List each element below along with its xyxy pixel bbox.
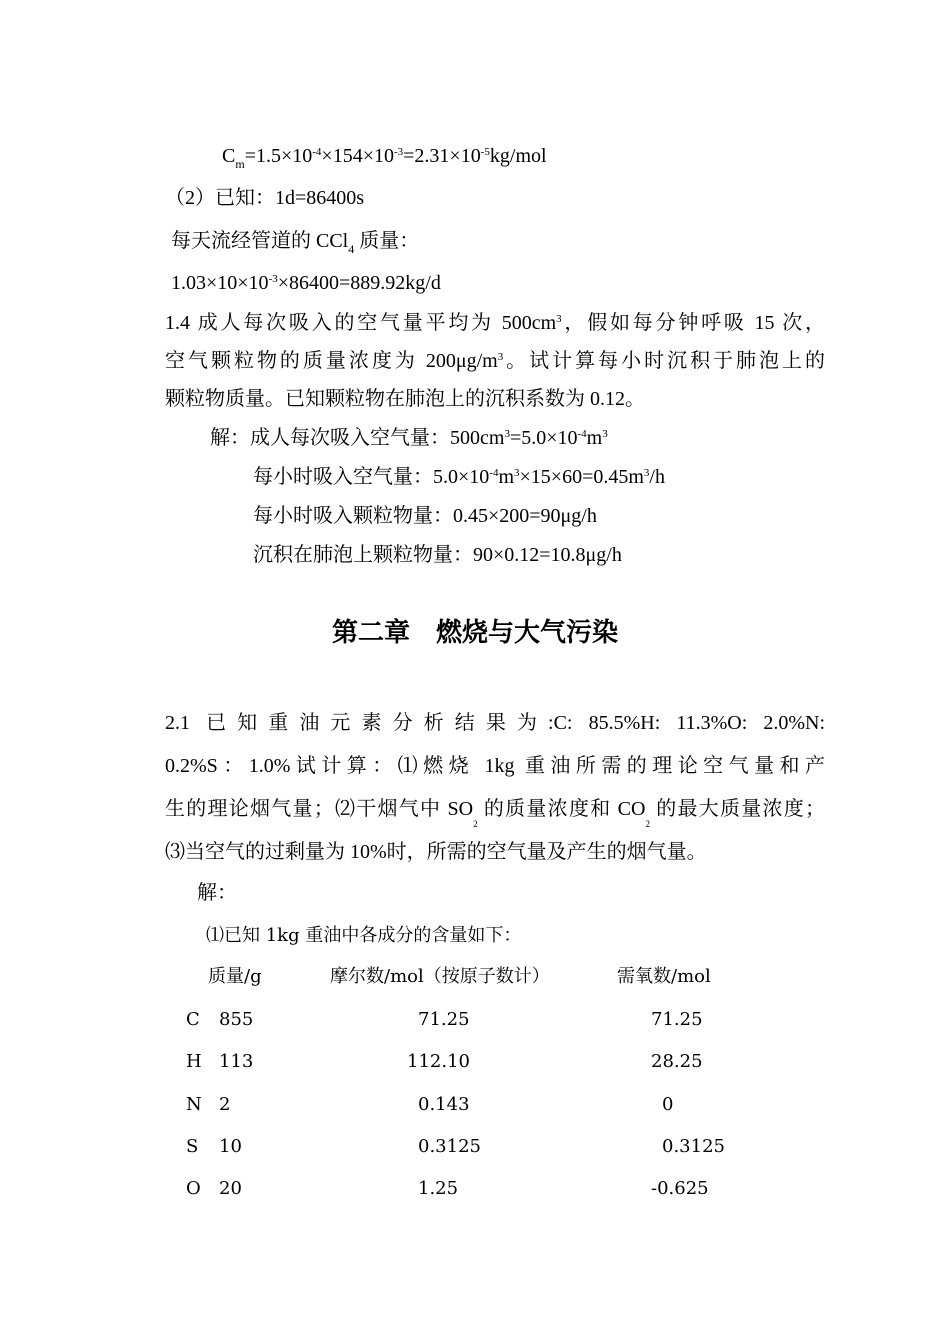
problem-1-4-line-1 bbox=[165, 310, 825, 336]
chapter-name: 燃烧与大气污染 bbox=[436, 618, 619, 648]
s1-e1: 3 bbox=[504, 428, 510, 440]
p14-l2-exp: 3 bbox=[497, 351, 504, 363]
table-header-oxygen: 需氧数/mol bbox=[617, 966, 711, 987]
s1-e2: -4 bbox=[577, 428, 587, 440]
cm-calculation bbox=[222, 143, 547, 169]
cm-symbol: C bbox=[222, 145, 236, 167]
cm-part-b: ×154×10 bbox=[321, 145, 394, 167]
solution-1-4-step-2 bbox=[253, 464, 665, 490]
ccl4-calc-a: 1.03×10×10 bbox=[171, 272, 269, 294]
table-row-s-mass: 10 bbox=[219, 1136, 242, 1157]
cm-part-a: =1.5×10 bbox=[244, 145, 313, 167]
table-row-o-element: O bbox=[186, 1178, 201, 1199]
s2-e2: 3 bbox=[514, 467, 520, 479]
problem-2-1-line-4: ⑶当空气的过剩量为 10%时，所需的空气量及产生的烟气量。 bbox=[165, 841, 707, 863]
table-row-s-oxygen: 0.3125 bbox=[662, 1136, 725, 1157]
problem-1-4-line-2 bbox=[165, 348, 825, 374]
ccl4-calc-b: ×86400=889.92kg/d bbox=[277, 272, 441, 294]
table-row-o-mass: 20 bbox=[219, 1178, 242, 1199]
p21-l1-c: C: 85.5% bbox=[553, 712, 641, 734]
table-header-mass: 质量/g bbox=[208, 966, 262, 987]
problem-2-1-line-1 bbox=[165, 710, 825, 736]
s2-c: ×15×60=0.45m bbox=[519, 466, 644, 488]
table-row-c-oxygen: 71.25 bbox=[651, 1009, 703, 1030]
ccl4-calculation bbox=[171, 270, 441, 296]
s2-e1: -4 bbox=[489, 467, 499, 479]
p14-l2-b: 。试计算每小时沉积于肺泡上的 bbox=[503, 350, 826, 372]
table-row-n-oxygen: 0 bbox=[662, 1094, 674, 1115]
table-row-n-element: N bbox=[186, 1094, 202, 1115]
s1-c: m bbox=[586, 427, 603, 449]
so2-subscript: 2 bbox=[473, 819, 478, 829]
table-row-c-mass: 855 bbox=[219, 1009, 254, 1030]
table-row-c-element: C bbox=[186, 1009, 200, 1030]
solution-1-4-step-3: 每小时吸入颗粒物量：0.45×200=90μg/h bbox=[253, 505, 597, 527]
p21-l2-task: 试计算：⑴燃烧 1kg 重油所需的理论空气量和产 bbox=[290, 755, 825, 777]
table-row-c-moles: 71.25 bbox=[418, 1009, 470, 1030]
ccl4-text: 每天流经管道的 CCl bbox=[171, 230, 349, 252]
table-row-s-moles: 0.3125 bbox=[418, 1136, 481, 1157]
s2-b: m bbox=[498, 466, 515, 488]
cm-subscript: m bbox=[235, 157, 245, 171]
table-row-o-oxygen: -0.625 bbox=[651, 1178, 709, 1199]
table-row-n-moles: 0.143 bbox=[418, 1094, 470, 1115]
chapter-number: 第二章 bbox=[331, 618, 410, 648]
ccl4-subscript: 4 bbox=[348, 242, 355, 256]
s2-d: /h bbox=[649, 466, 665, 488]
s2-a: 每小时吸入空气量：5.0×10 bbox=[253, 466, 490, 488]
ccl4-calc-exp: -3 bbox=[268, 273, 278, 285]
problem-1-4-line-3: 颗粒物质量。已知颗粒物在肺泡上的沉积系数为 0.12。 bbox=[165, 388, 645, 410]
table-row-h-mass: 113 bbox=[219, 1051, 254, 1072]
p14-l1-exp: 3 bbox=[556, 313, 562, 325]
p21-l3-c: 的最大质量浓度； bbox=[649, 798, 825, 820]
table-header-moles: 摩尔数/mol（按原子数计） bbox=[330, 966, 550, 987]
table-row-s-element: S bbox=[186, 1136, 199, 1157]
table-row-n-mass: 2 bbox=[219, 1094, 231, 1115]
p21-l1-h: H: 11.3% bbox=[640, 712, 728, 734]
table-row-h-element: H bbox=[186, 1051, 202, 1072]
cm-exp-2: -3 bbox=[393, 146, 404, 158]
p21-l1-a: 2.1 已知重油元素分析结果为: bbox=[165, 712, 554, 734]
chapter-title bbox=[0, 617, 950, 649]
s1-e3: 3 bbox=[602, 428, 608, 440]
table-row-h-oxygen: 28.25 bbox=[651, 1051, 703, 1072]
s2-e3: 3 bbox=[643, 467, 650, 479]
s1-a: 解：成人每次吸入空气量：500cm bbox=[210, 427, 505, 449]
co2-subscript: 2 bbox=[645, 819, 650, 829]
p14-l2-a: 空气颗粒物的质量浓度为 200μg/m bbox=[165, 350, 498, 372]
problem-2-1-line-2 bbox=[165, 753, 825, 779]
p21-l1-o: O: 2.0% bbox=[727, 712, 806, 734]
cm-exp-3: -5 bbox=[480, 146, 490, 158]
p21-l2-n-value: 0.2% bbox=[165, 755, 207, 777]
table-row-o-moles: 1.25 bbox=[418, 1178, 459, 1199]
ccl4-text-tail: 质量： bbox=[354, 230, 420, 252]
solution-2-1-label: 解： bbox=[197, 882, 237, 904]
ccl4-line bbox=[171, 228, 419, 254]
p14-l1-b: ，假如每分钟呼吸 15 次， bbox=[561, 312, 826, 334]
table-row-h-moles: 112.10 bbox=[407, 1051, 470, 1072]
cm-unit: kg/mol bbox=[489, 145, 547, 167]
known-day-line: （2）已知：1d=86400s bbox=[165, 187, 365, 209]
p21-l3-b: 的质量浓度和 CO bbox=[477, 798, 646, 820]
p21-l1-n: N: bbox=[805, 712, 826, 734]
solution-1-4-step-1 bbox=[210, 425, 608, 451]
cm-part-c: =2.31×10 bbox=[403, 145, 481, 167]
s1-b: =5.0×10 bbox=[509, 427, 578, 449]
p21-l2-s: S：1.0% bbox=[206, 755, 291, 777]
problem-2-1-line-3 bbox=[165, 796, 825, 829]
p14-l1-a: 1.4 成人每次吸入的空气量平均为 500cm bbox=[165, 312, 557, 334]
solution-1-4-step-4: 沉积在肺泡上颗粒物量：90×0.12=10.8μg/h bbox=[253, 544, 622, 566]
cm-exp-1: -4 bbox=[312, 146, 322, 158]
p21-l3-a: 生的理论烟气量；⑵干烟气中 SO bbox=[165, 798, 474, 820]
solution-2-1-step-1: ⑴已知 1kg 重油中各成分的含量如下： bbox=[206, 925, 522, 946]
